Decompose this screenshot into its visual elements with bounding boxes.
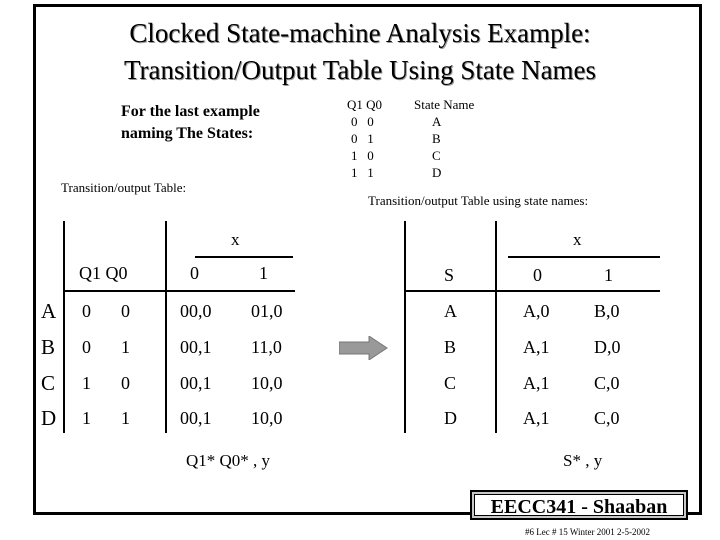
left-table-left-border [63, 221, 65, 433]
left-table-row-label-b: B [41, 335, 56, 359]
state-naming-name-2: C [432, 148, 441, 163]
left-table-c1-1: 11,0 [251, 337, 282, 357]
right-table-s-0: A [444, 301, 457, 321]
left-table-q1-0: 0 [82, 301, 91, 321]
left-table-c0-1: 00,1 [180, 337, 212, 357]
left-table-row-label-c: C [41, 371, 56, 395]
left-table-header-q: Q1 Q0 [79, 263, 128, 283]
right-table-c0-1: A,1 [523, 337, 550, 357]
lecture-footnote: #6 Lec # 15 Winter 2001 2-5-2002 [525, 527, 650, 537]
title-line-2: Transition/Output Table Using State Names [123, 55, 597, 85]
right-table-header-col1: 1 [604, 265, 613, 285]
left-table-header-col0: 0 [190, 263, 199, 283]
left-table-q1-2: 1 [82, 373, 91, 393]
left-table-c1-2: 10,0 [251, 373, 283, 393]
left-table-caption: Transition/output Table: [61, 180, 187, 195]
left-table-c0-3: 00,1 [180, 408, 212, 428]
left-table-c0-0: 00,0 [180, 301, 212, 321]
right-table-header-col0: 0 [533, 265, 542, 285]
right-table-divider [495, 221, 497, 433]
left-table-header-rule [63, 290, 295, 292]
course-footer-label: EECC341 - Shaaban [474, 494, 684, 516]
left-table-q0-3: 1 [121, 408, 130, 428]
left-table-q1-1: 0 [82, 337, 91, 357]
right-table-bottom-label: S* , y [563, 451, 603, 470]
left-table-x-underline [195, 256, 293, 258]
course-footer-box [470, 490, 688, 520]
left-table-q0-0: 0 [121, 301, 130, 321]
state-naming-name-0: A [432, 114, 442, 129]
state-naming-q-0: 0 0 [351, 114, 374, 129]
right-table-c0-2: A,1 [523, 373, 550, 393]
left-table-divider [165, 221, 167, 433]
right-table-c0-0: A,0 [523, 301, 550, 321]
left-table-header-col1: 1 [259, 263, 268, 283]
state-naming-q-1: 0 1 [351, 131, 374, 146]
right-table-c1-3: C,0 [594, 408, 620, 428]
right-table-s-1: B [444, 337, 457, 357]
state-naming-q-2: 1 0 [351, 148, 374, 163]
right-table-left-border [404, 221, 406, 433]
left-table-row-label-d: D [41, 406, 57, 430]
left-table-x-label: x [231, 230, 240, 249]
right-arrow-icon [339, 336, 389, 360]
intro-line-1: For the last example [121, 103, 260, 120]
left-table-c1-3: 10,0 [251, 408, 283, 428]
state-naming-name-1: B [432, 131, 441, 146]
right-table-c1-1: D,0 [594, 337, 621, 357]
title-line-1: Clocked State-machine Analysis Example: [129, 18, 591, 48]
state-naming-name-3: D [432, 165, 442, 180]
left-table-c1-0: 01,0 [251, 301, 283, 321]
left-table-row-label-a: A [41, 299, 57, 323]
state-naming-header-name: State Name [414, 97, 475, 112]
right-table-header-s: S [444, 265, 455, 285]
right-table-caption: Transition/output Table using state names: [368, 193, 589, 208]
right-table-s-3: D [444, 408, 457, 428]
right-table-header-rule [404, 290, 660, 292]
state-naming-header-q: Q1 Q0 [347, 97, 383, 112]
right-table-x-underline [508, 256, 660, 258]
right-table-c1-0: B,0 [594, 301, 620, 321]
left-table-q0-2: 0 [121, 373, 130, 393]
right-table-x-label: x [573, 230, 582, 249]
left-table-q0-1: 1 [121, 337, 130, 357]
left-table-q1-3: 1 [82, 408, 91, 428]
intro-line-2: naming The States: [121, 125, 254, 142]
right-table-c0-3: A,1 [523, 408, 550, 428]
left-table-bottom-label: Q1* Q0* , y [186, 451, 271, 470]
right-table-c1-2: C,0 [594, 373, 620, 393]
left-table-c0-2: 00,1 [180, 373, 212, 393]
right-table-s-2: C [444, 373, 457, 393]
state-naming-q-3: 1 1 [351, 165, 374, 180]
